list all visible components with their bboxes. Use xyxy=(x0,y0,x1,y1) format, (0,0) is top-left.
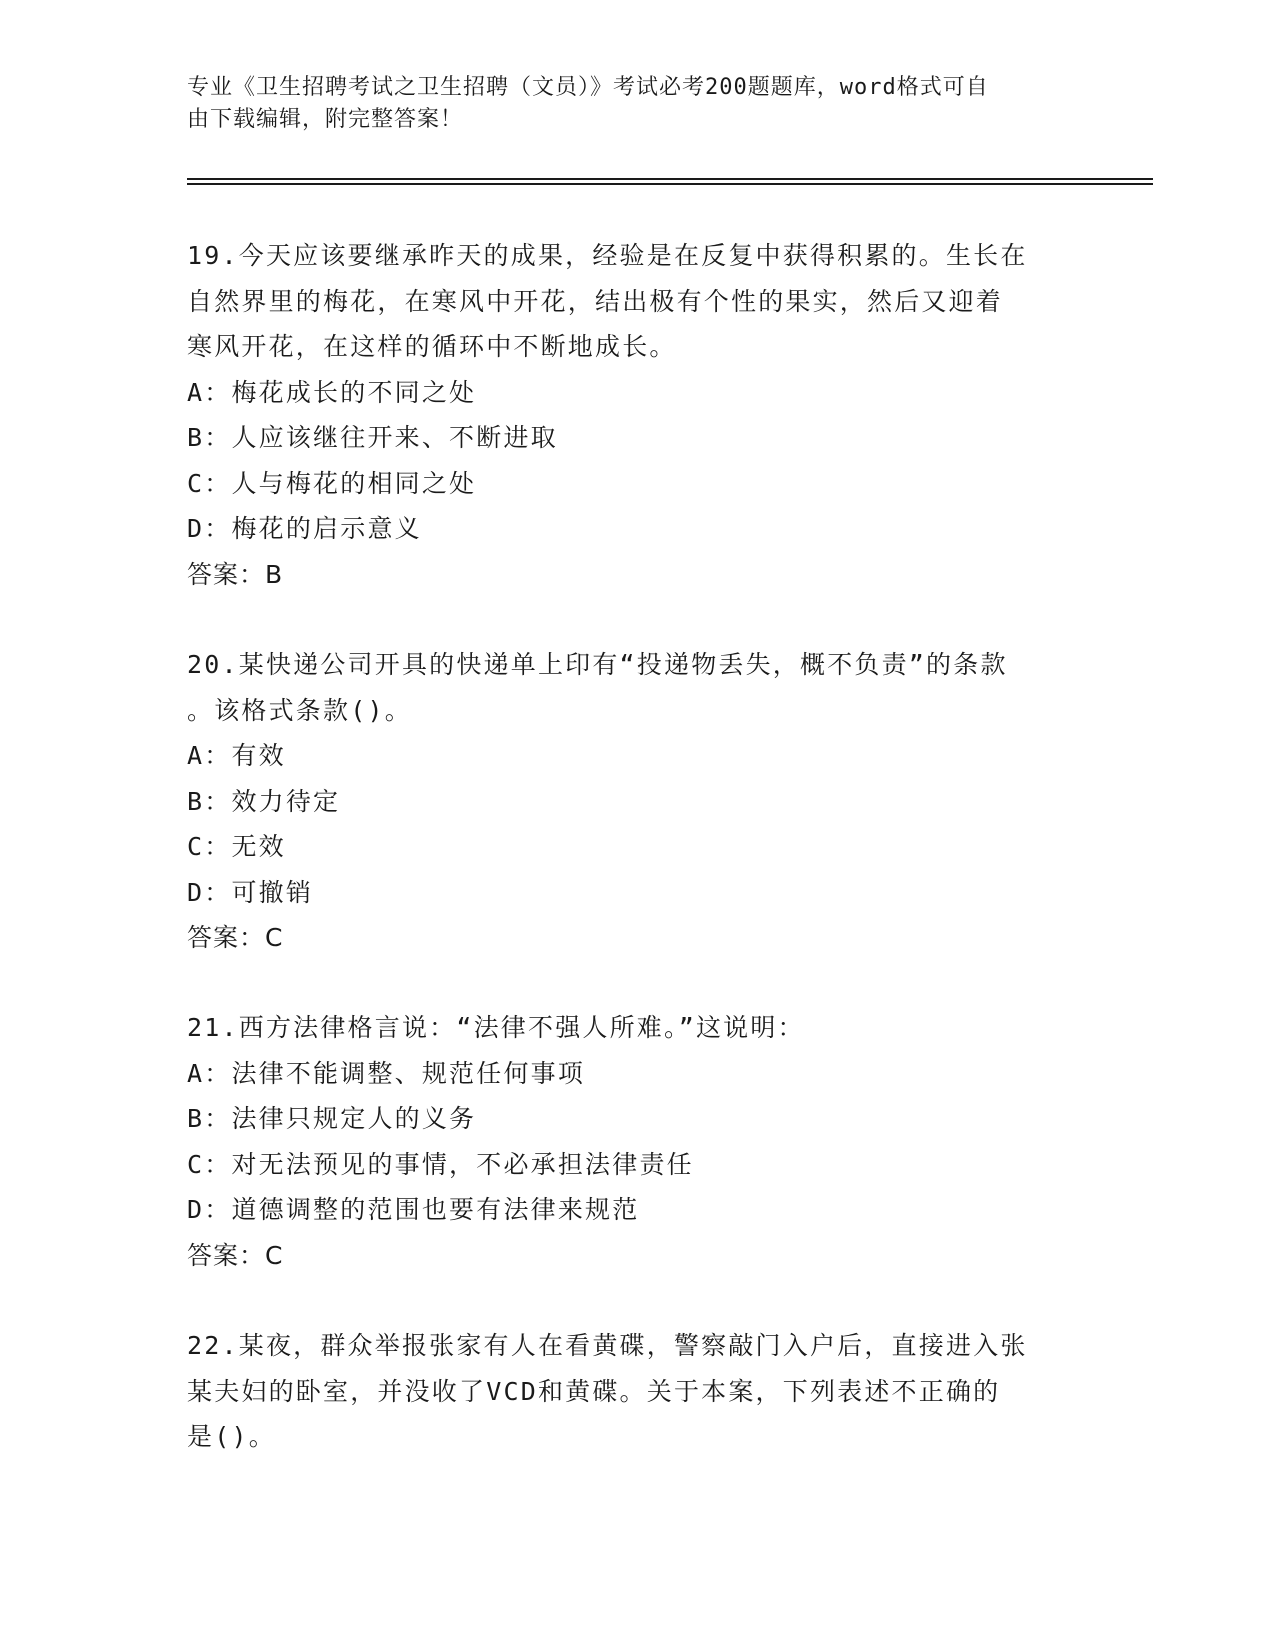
option-c: C：对无法预见的事情，不必承担法律责任 xyxy=(187,1149,694,1179)
question-stem-line: 22.某夜，群众举报张家有人在看黄碟，警察敲门入户后，直接进入张 xyxy=(187,1331,1028,1360)
option-a: A：有效 xyxy=(187,741,286,770)
question-stem-line: 是()。 xyxy=(187,1422,276,1451)
option-a: A：梅花成长的不同之处 xyxy=(187,377,477,407)
question-stem-line: 自然界里的梅花，在寒风中开花，结出极有个性的果实，然后又迎着 xyxy=(187,286,1004,316)
header-divider-bottom xyxy=(187,183,1153,185)
header-title-line-1: 专业《卫生招聘考试之卫生招聘（文员）》考试必考200题题库，word格式可自 xyxy=(187,75,989,100)
option-d: D：道德调整的范围也要有法律来规范 xyxy=(187,1195,640,1224)
answer-line: 答案：C xyxy=(187,1240,284,1270)
question-stem-line: 寒风开花，在这样的循环中不断地成长。 xyxy=(187,332,677,361)
option-b: B：效力待定 xyxy=(187,786,341,816)
answer-line: 答案：C xyxy=(187,923,284,952)
option-b: B：法律只规定人的义务 xyxy=(187,1104,477,1133)
header-divider-top xyxy=(187,178,1153,180)
answer-line: 答案：B xyxy=(187,559,284,589)
question-stem-line: 某夫妇的卧室，并没收了VCD和黄碟。关于本案，下列表述不正确的 xyxy=(187,1376,1001,1406)
question-stem-line: 。该格式条款()。 xyxy=(187,695,412,725)
header-title-line-2: 由下载编辑，附完整答案！ xyxy=(187,107,464,132)
option-c: C：无效 xyxy=(187,832,286,861)
option-d: D：可撤销 xyxy=(187,877,314,907)
question-22 xyxy=(187,1323,1087,1460)
question-20 xyxy=(187,642,1087,961)
option-d: D：梅花的启示意义 xyxy=(187,514,422,543)
question-stem-line: 20.某快递公司开具的快递单上印有“投递物丢失，概不负责”的条款 xyxy=(187,650,1008,679)
option-b: B：人应该继往开来、不断进取 xyxy=(187,423,558,452)
question-19 xyxy=(187,233,1087,597)
document-header xyxy=(187,72,1067,136)
question-stem-line: 19.今天应该要继承昨天的成果，经验是在反复中获得积累的。生长在 xyxy=(187,241,1028,270)
question-stem-line: 21.西方法律格言说：“法律不强人所难。”这说明： xyxy=(187,1013,805,1042)
question-21 xyxy=(187,1005,1087,1278)
option-a: A：法律不能调整、规范任何事项 xyxy=(187,1058,586,1088)
option-c: C：人与梅花的相同之处 xyxy=(187,468,477,498)
